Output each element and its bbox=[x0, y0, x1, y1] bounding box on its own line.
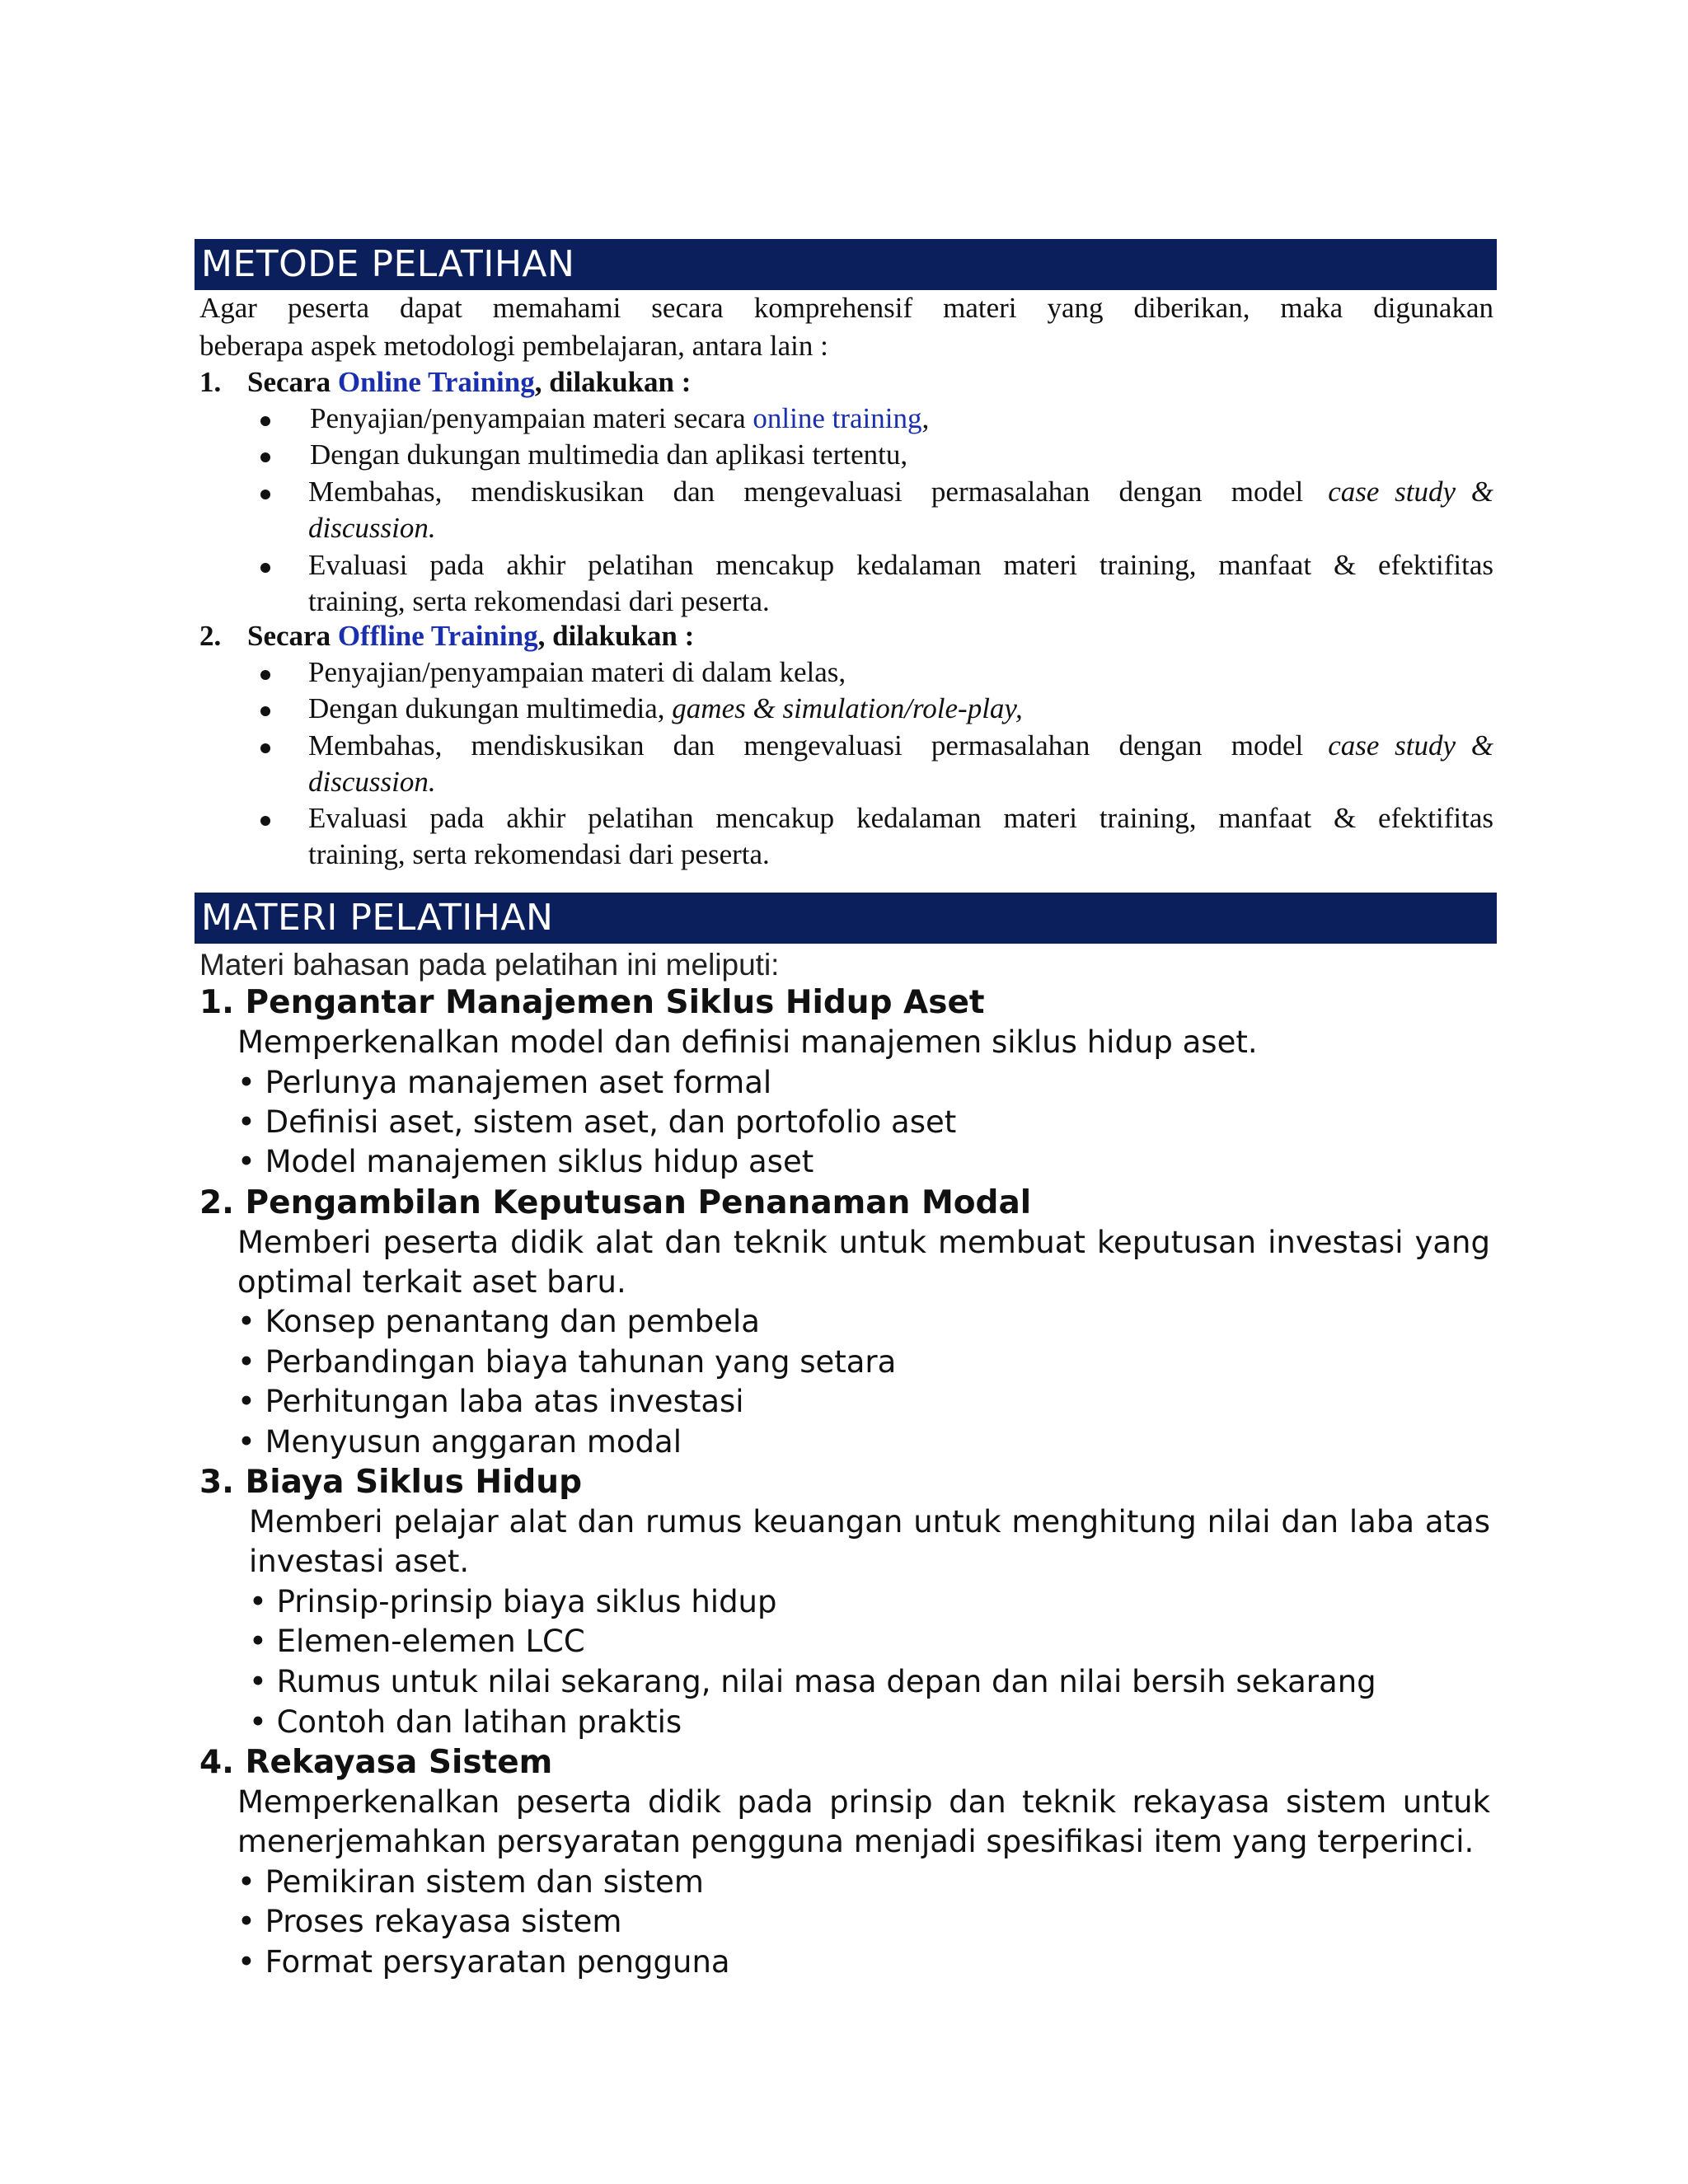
topic-3-desc-line1: Memberi pelajar alat dan rumus keuangan untuk menghitung nilai dan laba atas bbox=[249, 1504, 1490, 1540]
offline-bullet-1: Penyajian/penyampaian materi di dalam kelas, bbox=[308, 656, 846, 688]
offline-num: 2. bbox=[199, 620, 222, 652]
bullet-dot bbox=[260, 416, 270, 426]
online-b1-end: , bbox=[921, 402, 930, 434]
bullet-dot bbox=[260, 706, 270, 716]
materi-intro: Materi bahasan pada pelatihan ini meliputi: bbox=[199, 948, 780, 982]
topic-3-bullet: • Elemen-elemen LCC bbox=[249, 1624, 585, 1659]
section-heading-materi: MATERI PELATIHAN bbox=[195, 893, 1497, 944]
topic-2-title: 2. Pengambilan Keputusan Penanaman Modal bbox=[199, 1184, 1032, 1221]
topic-1-desc: Memperkenalkan model dan definisi manajemen siklus hidup aset. bbox=[237, 1024, 1258, 1060]
online-bullet-1 bbox=[310, 402, 929, 435]
topic-4-desc-line2: menerjemahkan persyaratan pengguna menjadi spesifikasi item yang terperinci. bbox=[237, 1824, 1475, 1859]
offline-b2-text: Dengan dukungan multimedia, bbox=[308, 692, 673, 724]
topic-3-desc-line2: investasi aset. bbox=[249, 1544, 470, 1579]
topic-1-title: 1. Pengantar Manajemen Siklus Hidup Aset bbox=[199, 984, 985, 1021]
offline-b3-text: Membahas, mendiskusikan dan mengevaluasi permasalahan dengan model bbox=[308, 729, 1304, 762]
offline-b2-ital: games & simulation/role-play, bbox=[672, 692, 1023, 724]
online-b1-link: online training bbox=[753, 402, 922, 434]
bullet-dot bbox=[260, 490, 270, 499]
section-heading-metode: METODE PELATIHAN bbox=[195, 239, 1497, 290]
topic-4-bullet: • Format persyaratan pengguna bbox=[237, 1944, 730, 1980]
online-bullet-2: Dengan dukungan multimedia dan aplikasi tertentu, bbox=[310, 438, 908, 471]
intro-line-1: Agar peserta dapat memahami secara komprehensif materi yang diberikan, maka digunakan bbox=[199, 292, 1493, 324]
online-bullet-3-line1 bbox=[308, 476, 1493, 509]
topic-1-bullet: • Model manajemen siklus hidup aset bbox=[237, 1144, 814, 1179]
topic-3-title: 3. Biaya Siklus Hidup bbox=[199, 1464, 582, 1501]
offline-suffix: , dilakukan : bbox=[537, 620, 695, 652]
offline-bullet-4-line1: Evaluasi pada akhir pelatihan mencakup kedalaman materi training, manfaat & efektifitas bbox=[308, 802, 1493, 834]
online-num: 1. bbox=[199, 366, 222, 398]
topic-3-bullet: • Rumus untuk nilai sekarang, nilai masa depan dan nilai bersih sekarang bbox=[249, 1664, 1376, 1699]
topic-2-bullet: • Konsep penantang dan pembela bbox=[237, 1304, 760, 1339]
topic-4-bullet: • Proses rekayasa sistem bbox=[237, 1904, 622, 1939]
online-bullet-4-line2: training, serta rekomendasi dari peserta. bbox=[308, 585, 770, 617]
bullet-dot bbox=[260, 743, 270, 753]
offline-bullet-3-line1 bbox=[308, 729, 1493, 762]
topic-1-bullet: • Definisi aset, sistem aset, dan portofolio aset bbox=[237, 1104, 957, 1140]
offline-highlight: Offline Training bbox=[337, 620, 538, 652]
bullet-dot bbox=[260, 816, 270, 826]
online-suffix: , dilakukan : bbox=[534, 366, 692, 398]
topic-2-desc-line1: Memberi peserta didik alat dan teknik untuk membuat keputusan investasi yang bbox=[237, 1225, 1490, 1260]
topic-2-bullet: • Perbandingan biaya tahunan yang setara bbox=[237, 1344, 897, 1380]
topic-4-desc-line1: Memperkenalkan peserta didik pada prinsip dan teknik rekayasa sistem untuk bbox=[237, 1784, 1490, 1820]
intro-line-2: beberapa aspek metodologi pembelajaran, antara lain : bbox=[199, 330, 828, 362]
offline-b3-ital: case study & bbox=[1328, 729, 1493, 762]
bullet-dot bbox=[260, 563, 270, 573]
online-b1-text: Penyajian/penyampaian materi secara bbox=[310, 402, 753, 434]
online-prefix: Secara bbox=[247, 366, 338, 398]
online-bullet-4-line1: Evaluasi pada akhir pelatihan mencakup kedalaman materi training, manfaat & efektifitas bbox=[308, 549, 1493, 581]
offline-bullet-3-line2: discussion. bbox=[308, 766, 436, 798]
topic-1-bullet: • Perlunya manajemen aset formal bbox=[237, 1065, 772, 1100]
topic-4-bullet: • Pemikiran sistem dan sistem bbox=[237, 1864, 704, 1900]
offline-heading bbox=[247, 620, 694, 653]
topic-2-desc-line2: optimal terkait aset baru. bbox=[237, 1264, 626, 1300]
online-heading bbox=[247, 366, 691, 399]
topic-2-bullet: • Menyusun anggaran modal bbox=[237, 1424, 682, 1460]
offline-prefix: Secara bbox=[247, 620, 338, 652]
online-bullet-3-line2: discussion. bbox=[308, 512, 436, 544]
topic-3-bullet: • Prinsip-prinsip biaya siklus hidup bbox=[249, 1584, 777, 1619]
offline-bullet-2 bbox=[308, 692, 1023, 725]
bullet-dot bbox=[260, 670, 270, 680]
topic-2-bullet: • Perhitungan laba atas investasi bbox=[237, 1384, 744, 1419]
offline-bullet-4-line2: training, serta rekomendasi dari peserta. bbox=[308, 838, 770, 870]
topic-4-title: 4. Rekayasa Sistem bbox=[199, 1744, 553, 1781]
topic-3-bullet: • Contoh dan latihan praktis bbox=[249, 1704, 682, 1740]
online-b3-ital: case study & bbox=[1328, 476, 1493, 508]
bullet-dot bbox=[260, 452, 270, 462]
online-b3-text: Membahas, mendiskusikan dan mengevaluasi permasalahan dengan model bbox=[308, 476, 1304, 508]
online-highlight: Online Training bbox=[337, 366, 535, 398]
